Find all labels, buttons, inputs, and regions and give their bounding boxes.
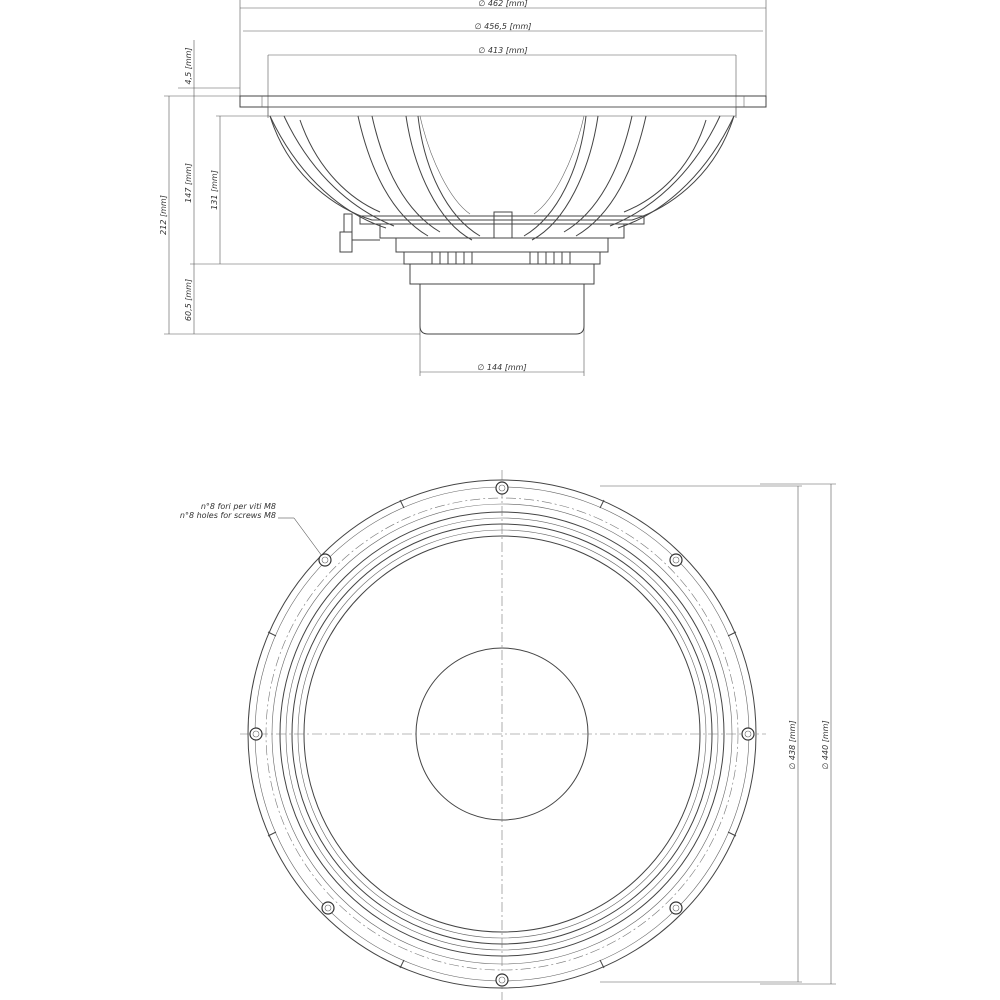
dimension-diameter-144 <box>420 300 584 376</box>
speaker-magnet <box>410 264 594 334</box>
speaker-basket <box>270 116 734 240</box>
holes-callout <box>180 502 322 556</box>
mounting-hole <box>496 974 508 986</box>
dimension-diameter-456-5 <box>243 22 763 31</box>
dimension-height-60-5 <box>184 264 194 334</box>
mounting-hole <box>670 902 682 914</box>
mounting-hole <box>670 554 682 566</box>
label-height-4-5: 4,5 [mm] <box>184 47 193 85</box>
label-holes-english: n°8 holes for screws M8 <box>179 511 276 520</box>
side-view <box>159 0 766 376</box>
dimension-height-131 <box>210 116 268 264</box>
mounting-hole <box>319 554 331 566</box>
label-diameter-440: ∅ 440 [mm] <box>821 720 830 770</box>
label-diameter-438: ∅ 438 [mm] <box>788 720 797 770</box>
dimension-height-212 <box>159 96 420 334</box>
mounting-hole <box>322 902 334 914</box>
label-holes-italian: n°8 fori per viti M8 <box>200 502 276 511</box>
label-height-60-5: 60,5 [mm] <box>184 278 193 322</box>
mounting-hole <box>742 728 754 740</box>
label-height-147: 147 [mm] <box>184 163 193 203</box>
label-height-212: 212 [mm] <box>159 195 168 235</box>
label-diameter-462: ∅ 462 [mm] <box>478 0 528 8</box>
front-view <box>180 470 836 1000</box>
label-diameter-144: ∅ 144 [mm] <box>477 363 527 372</box>
label-diameter-413: ∅ 413 [mm] <box>478 46 528 55</box>
mounting-hole <box>496 482 508 494</box>
mounting-hole <box>250 728 262 740</box>
label-diameter-456-5: ∅ 456,5 [mm] <box>474 22 532 31</box>
dimension-height-4-5 <box>178 40 240 96</box>
speaker-flange <box>240 96 766 116</box>
label-height-131: 131 [mm] <box>210 170 219 210</box>
